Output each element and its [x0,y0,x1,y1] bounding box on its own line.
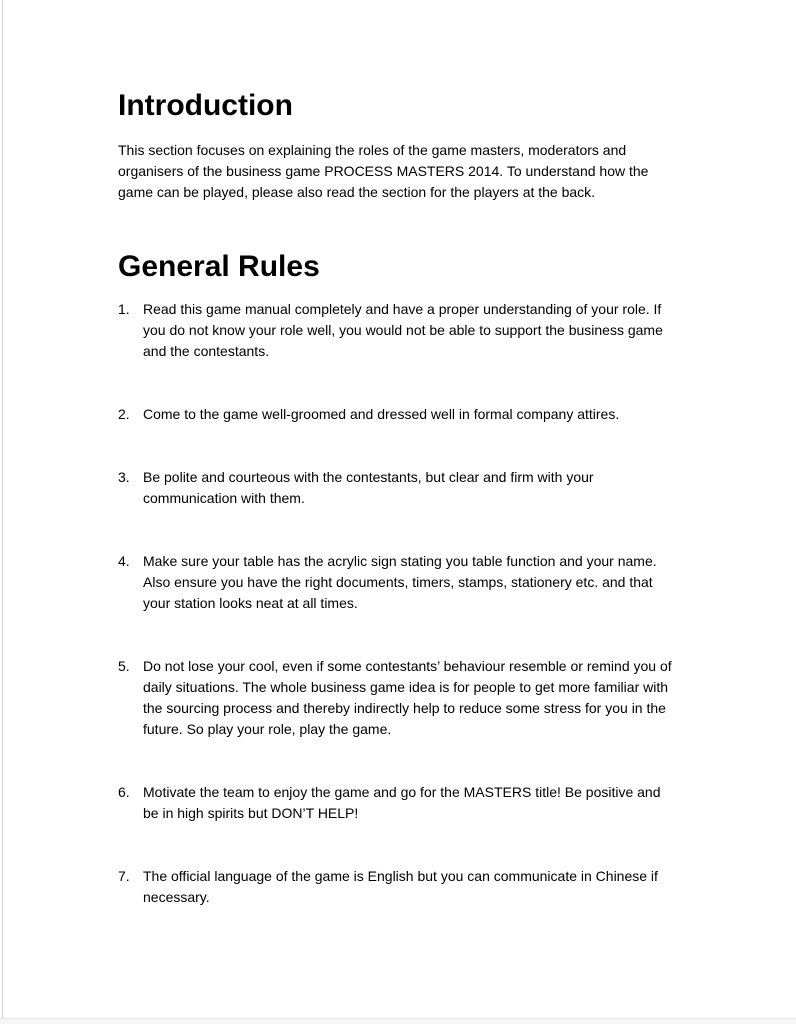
rule-number: 4. [118,553,130,569]
rules-list [118,299,680,908]
rule-item [118,656,680,740]
rule-item [118,866,680,908]
rule-number: 7. [118,868,130,884]
rule-item [118,782,680,824]
page-bottom-strip [0,1018,796,1024]
rule-text: Be polite and courteous with the contestants, but clear and firm with your communication with them. [143,469,594,506]
section-heading-introduction: Introduction [118,89,293,122]
rule-number: 1. [118,301,130,317]
intro-paragraph: This section focuses on explaining the roles of the game masters, moderators and organisers of the business game PROCESS MASTERS 2014. To understand how the game can be played, please also read the section for the players at the back. [118,142,649,200]
rule-item [118,404,680,425]
rule-number: 6. [118,784,130,800]
rule-text: Motivate the team to enjoy the game and go for the MASTERS title! Be positive and be in high spirits but DON’T HELP! [143,784,661,821]
page-left-edge [2,0,3,1018]
rule-text: Make sure your table has the acrylic sign stating you table function and your name. Also ensure you have the right documents, timers, stamps, stationery etc. and that your station looks neat at all times. [143,553,657,611]
rule-item [118,299,680,362]
rule-text: The official language of the game is English but you can communicate in Chinese if necessary. [143,868,658,905]
rule-item [118,467,680,509]
document-content [118,0,680,908]
rule-number: 2. [118,406,130,422]
rule-text: Read this game manual completely and have a proper understanding of your role. If you do not know your role well, you would not be able to support the business game and the contestants. [143,301,663,359]
rule-item [118,551,680,614]
section-heading-general-rules: General Rules [118,250,320,283]
rule-number: 5. [118,658,130,674]
rule-number: 3. [118,469,130,485]
rule-text: Do not lose your cool, even if some contestants’ behaviour resemble or remind you of daily situations. The whole business game idea is for people to get more familiar with the sourcing process and thereby indirectly help to reduce some stress for you in the future. So play your role, play the game. [143,658,672,737]
rule-text: Come to the game well-groomed and dressed well in formal company attires. [143,406,620,422]
